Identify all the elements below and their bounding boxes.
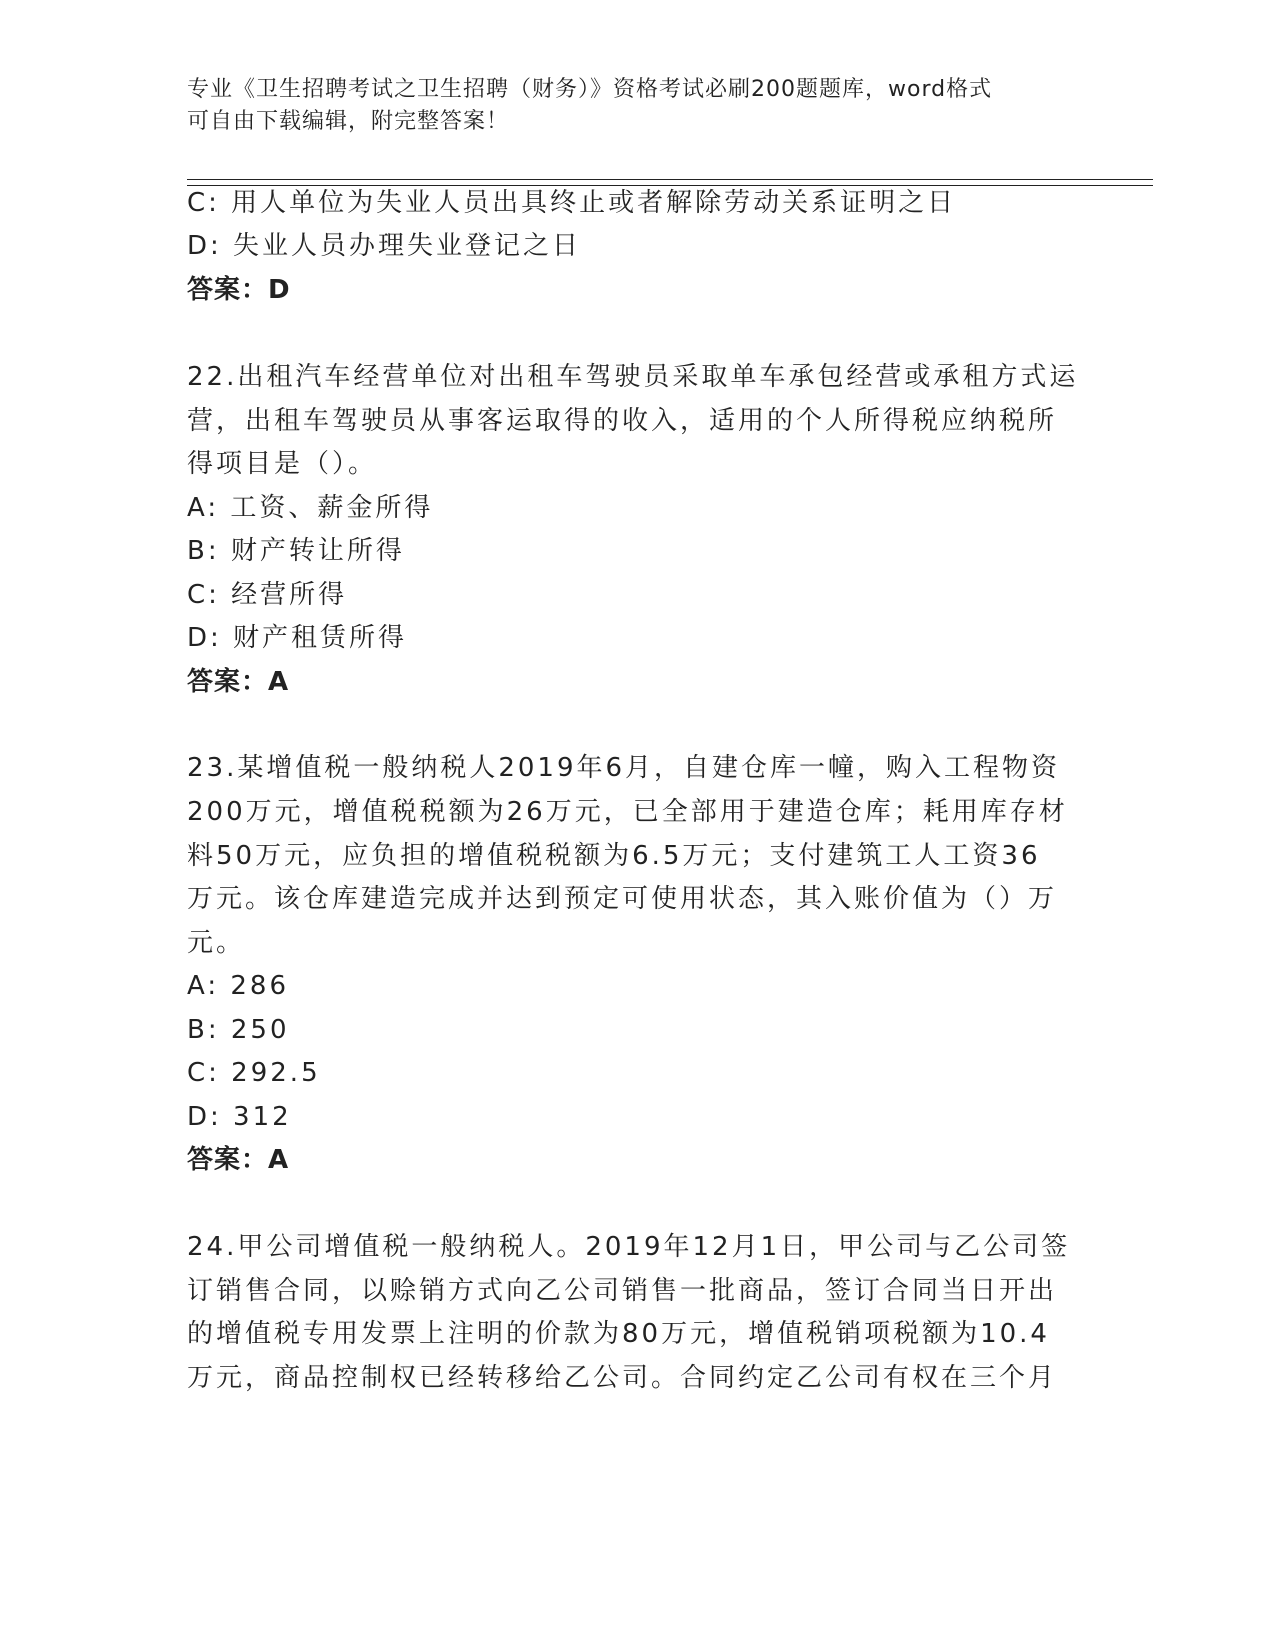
q23-answer: 答案：A [187, 1145, 290, 1175]
header-line-2: 可自由下载编辑，附完整答案！ [187, 109, 510, 134]
header-divider-bottom [187, 185, 1153, 186]
q22-stem-line-1: 22.出租汽车经营单位对出租车驾驶员采取单车承包经营或承租方式运 [187, 362, 1079, 392]
header-line-1: 专业《卫生招聘考试之卫生招聘（财务）》资格考试必刷200题题库，word格式 [187, 77, 993, 102]
q22-stem-line-3: 得项目是（）。 [187, 449, 378, 479]
q22-option-c: C: 经营所得 [187, 580, 348, 610]
q23-option-d: D: 312 [187, 1102, 292, 1132]
q22-option-a: A: 工资、薪金所得 [187, 493, 434, 523]
q23-stem-line-5: 元。 [187, 928, 246, 958]
document-header [187, 74, 1067, 138]
q22-option-b: B: 财产转让所得 [187, 536, 405, 566]
q23-stem-line-1: 23.某增值税一般纳税人2019年6月，自建仓库一幢，购入工程物资 [187, 753, 1061, 783]
q24-stem-line-4: 万元，商品控制权已经转移给乙公司。合同约定乙公司有权在三个月 [187, 1363, 1058, 1393]
q23-option-c: C: 292.5 [187, 1058, 321, 1088]
q24-stem-line-2: 订销售合同，以赊销方式向乙公司销售一批商品，签订合同当日开出 [187, 1276, 1058, 1306]
q23-stem-line-4: 万元。该仓库建造完成并达到预定可使用状态，其入账价值为（）万 [187, 884, 1058, 914]
q23-option-a: A: 286 [187, 971, 289, 1001]
q23-option-b: B: 250 [187, 1015, 290, 1045]
q23-stem-line-3: 料50万元，应负担的增值税税额为6.5万元；支付建筑工人工资36 [187, 841, 1041, 871]
q22-option-d: D: 财产租赁所得 [187, 623, 408, 653]
header-divider-top [187, 179, 1153, 180]
q21-option-d: D: 失业人员办理失业登记之日 [187, 231, 582, 261]
q21-answer: 答案：D [187, 275, 291, 305]
q24-stem-line-1: 24.甲公司增值税一般纳税人。2019年12月1日，甲公司与乙公司签 [187, 1232, 1071, 1262]
q22-answer: 答案：A [187, 667, 290, 697]
q24-stem-line-3: 的增值税专用发票上注明的价款为80万元，增值税销项税额为10.4 [187, 1319, 1050, 1349]
q23-stem-line-2: 200万元，增值税税额为26万元，已全部用于建造仓库；耗用库存材 [187, 797, 1068, 827]
q21-option-c: C: 用人单位为失业人员出具终止或者解除劳动关系证明之日 [187, 188, 957, 218]
q22-stem-line-2: 营，出租车驾驶员从事客运取得的收入，适用的个人所得税应纳税所 [187, 406, 1058, 436]
